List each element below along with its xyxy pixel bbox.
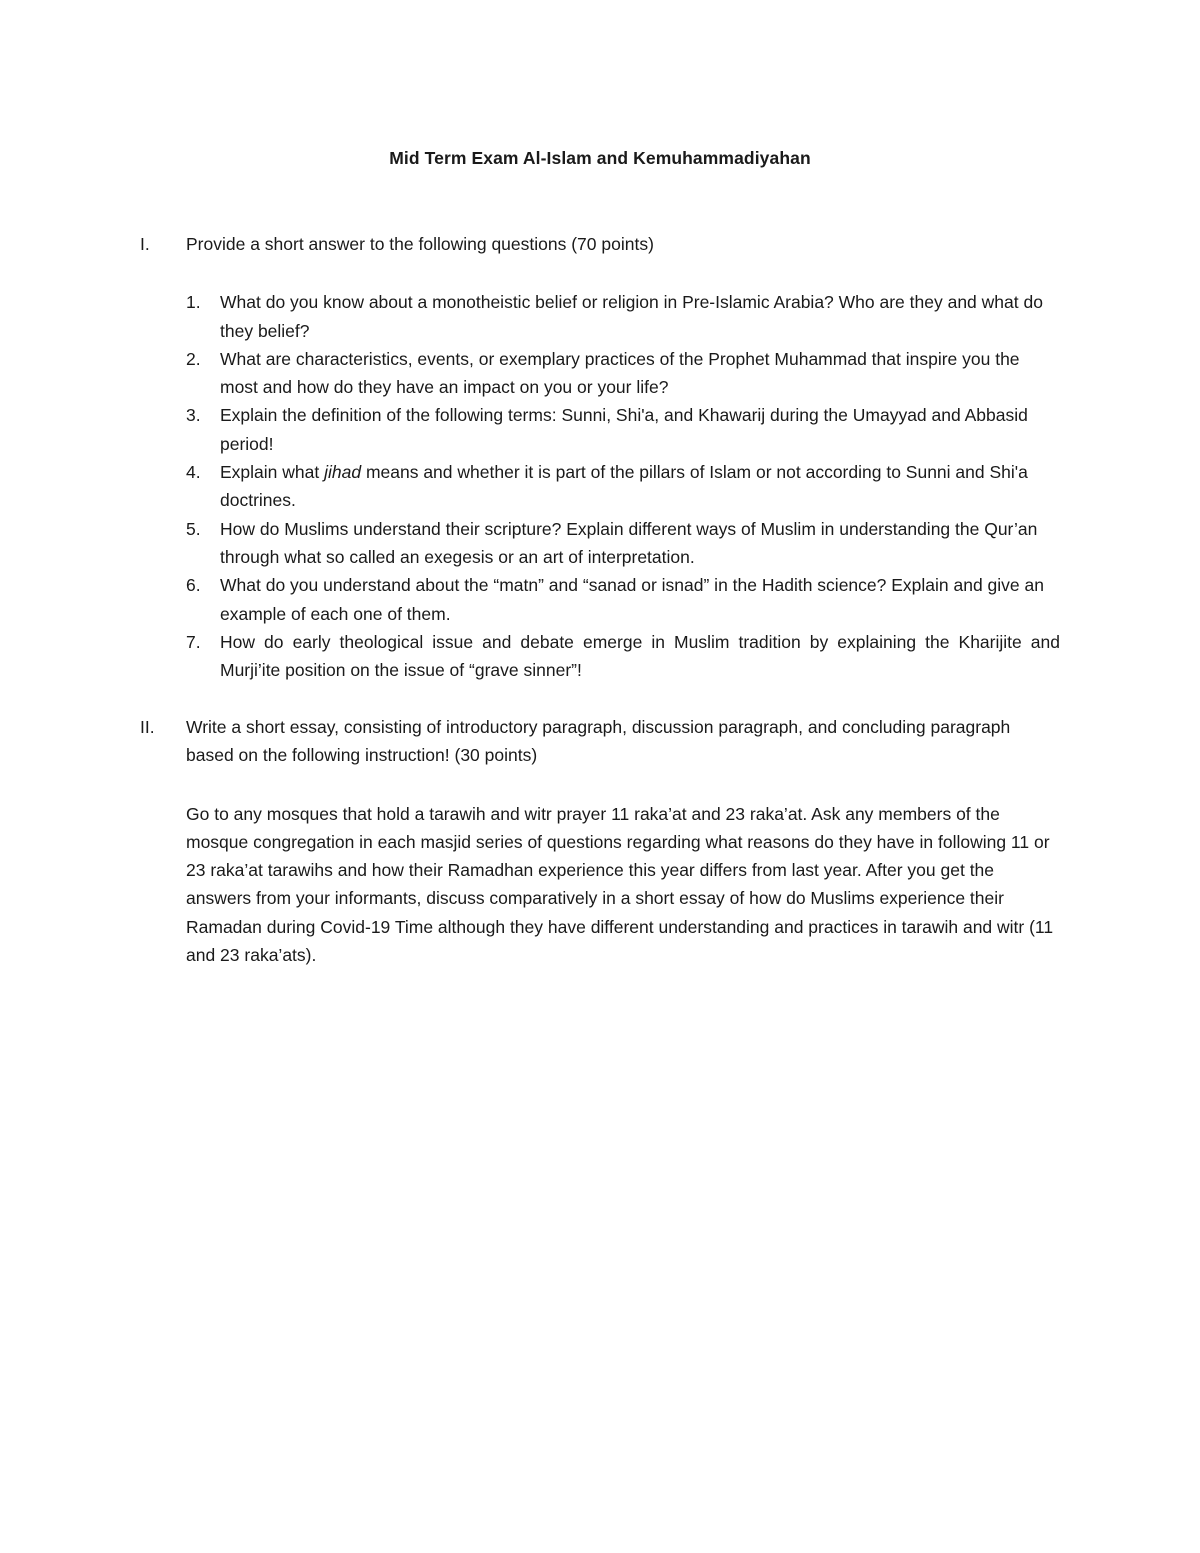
question-text: What do you understand about the “matn” and “sanad or isnad” in the Hadith science? Explain and give an example of each one of them. [220,575,1044,624]
question-text: How do early theological issue and debate emerge in Muslim tradition by explaining the Kharijite and Murji’ite position on the issue of “grave sinner”! [220,631,1060,681]
document-title: Mid Term Exam Al-Islam and Kemuhammadiyahan [389,148,811,168]
question-item [186,571,1060,628]
question-text [220,458,1060,515]
section-numeral: I. [140,234,150,254]
section-instruction: Provide a short answer to the following questions (70 points) [186,234,654,254]
question-item [186,628,1060,685]
section-short-answer [140,230,1060,684]
section-essay [140,713,1060,969]
question-list [140,288,1060,684]
section-heading [140,230,1060,258]
question-item [186,345,1060,402]
question-number: 2. [186,348,201,369]
question-item [186,288,1060,345]
essay-prompt: Go to any mosques that hold a tarawih and witr prayer 11 raka’at and 23 raka’at. Ask any members of the mosque congregation in each masjid series of questions regarding what reasons do they have in following 11 or 23 raka’at tarawihs and how their Ramadhan experience this year differs from last year. After you get the answers from your informants, discuss comparatively in a short essay of how do Muslims experience their Ramadan during Covid-19 Time although they have different understanding and practices in tarawih and witr (11 and 23 raka’ats). [186,803,1054,966]
question-number: 4. [186,462,201,483]
question-text: Explain the definition of the following terms: Sunni, Shi'a, and Khawarij during the Umayyad and Abbasid period! [220,405,1028,454]
section-numeral: II. [140,717,155,737]
question-number: 3. [186,405,201,426]
section-heading [140,713,1060,770]
question-term-italic: jihad [324,462,362,483]
question-item [186,401,1060,458]
question-text-start: Explain what [220,462,325,483]
question-number: 6. [186,575,201,596]
question-number: 7. [186,631,201,652]
section-instruction: Write a short essay, consisting of introductory paragraph, discussion paragraph, and concluding paragraph based on the following instruction! (30 points) [186,717,1011,766]
question-number: 5. [186,518,201,539]
question-text: What do you know about a monotheistic belief or religion in Pre-Islamic Arabia? Who are they and what do they belief? [220,292,1043,341]
question-text-end: means and whether it is part of the pillars of Islam or not according to Sunni and Shi'a doctrines. [220,462,1028,511]
question-text: How do Muslims understand their scripture? Explain different ways of Muslim in understanding the Qur’an through what so called an exegesis or an art of interpretation. [220,518,1038,567]
question-item [186,458,1060,515]
question-number: 1. [186,292,201,313]
question-item [186,515,1060,572]
question-text: What are characteristics, events, or exemplary practices of the Prophet Muhammad that inspire you the most and how do they have an impact on you or your life? [220,348,1020,398]
